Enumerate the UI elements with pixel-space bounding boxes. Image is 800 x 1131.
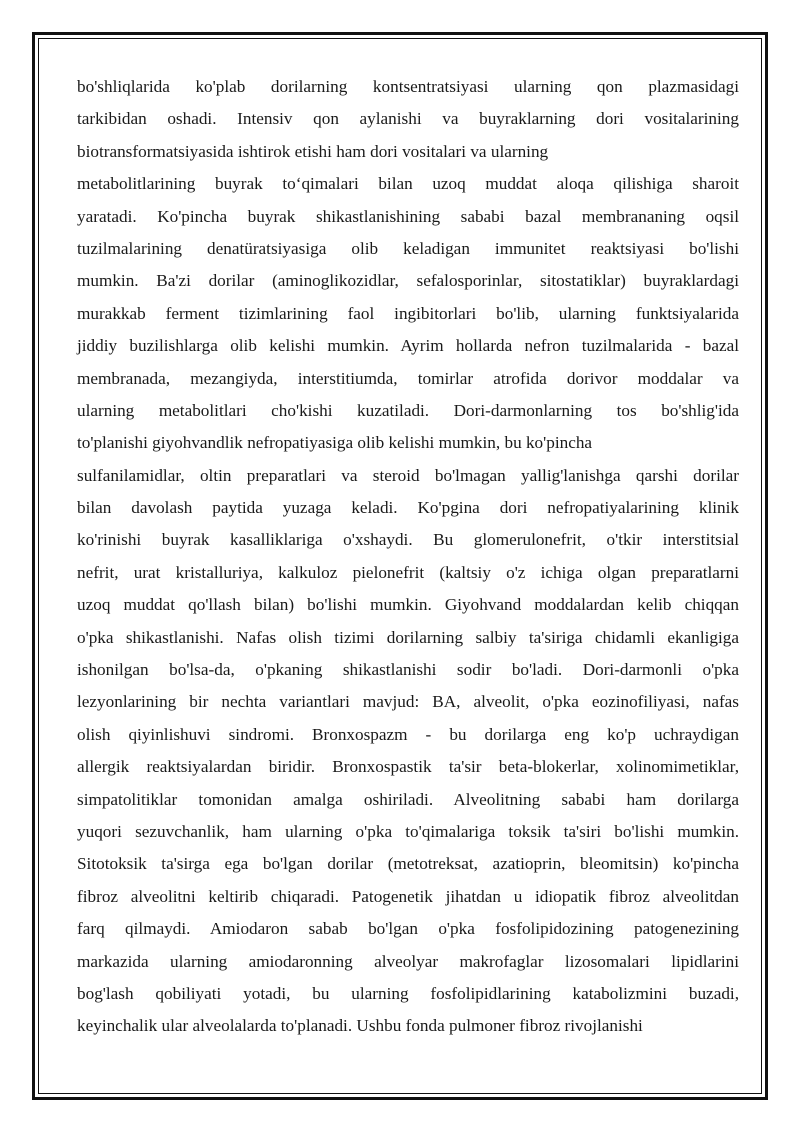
text-line: bo'shliqlarida ko'plab dorilarning kontsentratsiyasi ularning qon plazmasidagi <box>77 77 739 96</box>
text-line: ko'rinishi buyrak kasalliklariga o'xshaydi. Bu glomerulonefrit, o'tkir interstitsial <box>77 530 739 550</box>
text-line: jiddiy buzilishlarga olib kelishi mumkin. Ayrim hollarda nefron tuzilmalarida - bazal <box>77 336 739 356</box>
text-line: to'planishi giyohvandlik nefropatiyasiga olib kelishi mumkin, bu ko'pincha <box>77 433 593 453</box>
text-line: bilan davolash paytida yuzaga keladi. Ko'pgina dori nefropatiyalarining klinik <box>77 498 739 518</box>
text-line: sulfanilamidlar, oltin preparatlari va steroid bo'lmagan yallig'lanishga qarshi dorilar <box>77 465 739 485</box>
text-line: yuqori sezuvchanlik, ham ularning o'pka to'qimalariga toksik ta'siri bo'lishi mumkin. <box>77 821 739 841</box>
text-line: ishonilgan bo'lsa-da, o'pkaning shikastlanishi sodir bo'ladi. Dori-darmonli o'pka <box>77 660 739 680</box>
text-line: yaratadi. Ko'pincha buyrak shikastlanishining sababi bazal membrananing oqsil <box>77 206 739 226</box>
text-line: fibroz alveolitni keltirib chiqaradi. Patogenetik jihatdan u idiopatik fibroz alveolitdan <box>77 886 739 906</box>
body-text <box>77 71 737 1043</box>
text-line: lezyonlarining bir nechta variantlari mavjud: BA, alveolit, o'pka eozinofiliyasi, nafas <box>77 692 739 712</box>
text-line: mumkin. Ba'zi dorilar (aminoglikozidlar, sefalosporinlar, sitostatiklar) buyraklardagi <box>77 271 739 291</box>
text-line: bog'lash qobiliyati yotadi, bu ularning fosfolipidlarining katabolizmini buzadi, <box>77 983 739 1003</box>
text-line: Sitotoksik ta'sirga ega bo'lgan dorilar (metotreksat, azatioprin, bleomitsin) ko'pincha <box>77 854 739 874</box>
text-line: farq qilmaydi. Amiodaron sabab bo'lgan o'pka fosfolipidozining patogenezining <box>77 919 739 939</box>
text-line: olish qiyinlishuvi sindromi. Bronxospazm - bu dorilarga eng ko'p uchraydigan <box>77 724 739 744</box>
text-line: murakkab ferment tizimlarining faol ingibitorlari bo'lib, ularning funktsiyalarida <box>77 303 739 323</box>
text-line: o'pka shikastlanishi. Nafas olish tizimi dorilarning salbiy ta'siriga chidamli ekanligiga <box>77 627 739 647</box>
text-line: ularning metabolitlari cho'kishi kuzatiladi. Dori-darmonlarning tos bo'shlig'ida <box>77 400 739 420</box>
text-line: nefrit, urat kristalluriya, kalkuloz pielonefrit (kaltsiy o'z ichiga olgan preparatlarni <box>77 562 739 582</box>
text-line: tarkibidan oshadi. Intensiv qon aylanishi va buyraklarning dori vositalarining <box>77 109 739 129</box>
text-line: simpatolitiklar tomonidan amalga oshiriladi. Alveolitning sababi ham dorilarga <box>77 789 739 809</box>
text-line: allergik reaktsiyalardan biridir. Bronxospastik ta'sir beta-blokerlar, xolinomimetiklar, <box>77 757 739 777</box>
text-line: keyinchalik ular alveolalarda to'planadi. Ushbu fonda pulmoner fibroz rivojlanishi <box>77 1016 643 1036</box>
text-line: biotransformatsiyasida ishtirok etishi ham dori vositalari va ularning <box>77 141 549 161</box>
text-line: metabolitlarining buyrak to‘qimalari bilan uzoq muddat aloqa qilishiga sharoit <box>77 174 739 194</box>
text-line: membranada, mezangiyda, interstitiumda, tomirlar atrofida dorivor moddalar va <box>77 368 739 388</box>
text-line: markazida ularning amiodaronning alveolyar makrofaglar lizosomalari lipidlarini <box>77 951 739 971</box>
text-line: tuzilmalarining denatüratsiyasiga olib keladigan immunitet reaktsiyasi bo'lishi <box>77 238 739 258</box>
text-line: uzoq muddat qo'llash bilan) bo'lishi mumkin. Giyohvand moddalardan kelib chiqqan <box>77 595 739 615</box>
